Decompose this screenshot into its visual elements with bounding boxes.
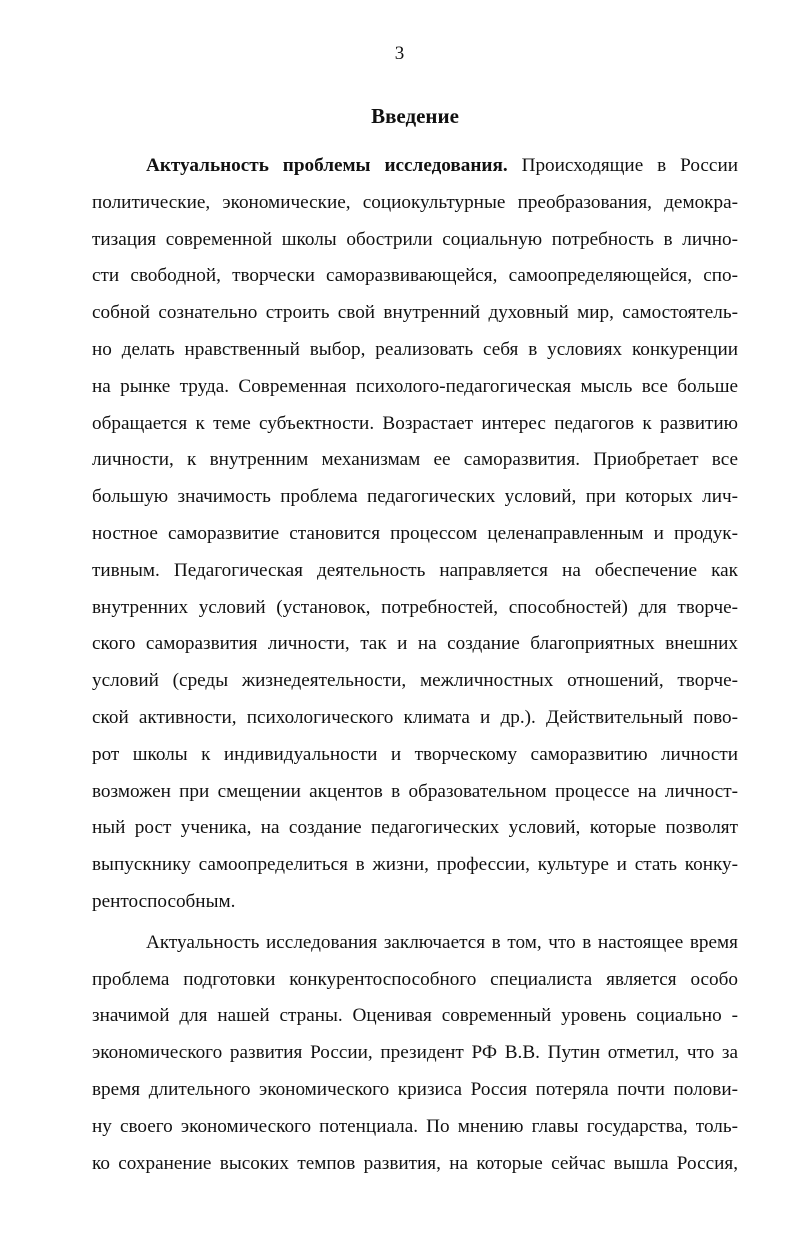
section-heading: Введение — [371, 104, 459, 128]
text-line: на рынке труда. Современная психолого-педагогическая мысль все больше — [92, 375, 738, 397]
text-line: возможен при смещении акцентов в образовательном процессе на личност- — [92, 780, 738, 802]
text-line: политические, экономические, социокультурные преобразования, демокра- — [92, 191, 738, 213]
body-text — [92, 148, 738, 1182]
text-line: ко сохранение высоких темпов развития, на которые сейчас вышла Россия, — [92, 1152, 738, 1174]
text-line: ный рост ученика, на создание педагогических условий, которые позволят — [92, 817, 738, 839]
text-line: ской активности, психологического климата и др.). Действительный пово- — [92, 706, 738, 728]
text-line: значимой для нашей страны. Оценивая современный уровень социально - — [92, 1005, 738, 1027]
text-line: ну своего экономического потенциала. По мнению главы государства, толь- — [92, 1115, 738, 1137]
page-number: 3 — [394, 43, 405, 64]
text-line: условий (среды жизнедеятельности, межличностных отношений, творче- — [92, 670, 738, 692]
text-line: время длительного экономического кризиса Россия потеряла почти полови- — [92, 1078, 738, 1100]
text-line: обращается к теме субъектности. Возрастает интерес педагогов к развитию — [92, 412, 738, 434]
text-line: тивным. Педагогическая деятельность направляется на обеспечение как — [92, 559, 738, 581]
lead-phrase: Актуальность проблемы исследования. — [146, 155, 508, 176]
text-line: ского саморазвития личности, так и на создание благоприятных внешних — [92, 633, 738, 655]
text-line: рот школы к индивидуальности и творческому саморазвитию личности — [92, 743, 738, 765]
text-line: тизация современной школы обострили социальную потребность в лично- — [92, 228, 738, 250]
text-line: рентоспособным. — [92, 890, 236, 912]
text-line: выпускнику самоопределиться в жизни, профессии, культуре и стать конку- — [92, 854, 738, 876]
text-line: большую значимость проблема педагогических условий, при которых лич- — [92, 486, 738, 508]
text-line: проблема подготовки конкурентоспособного специалиста является особо — [92, 968, 738, 990]
text-line — [92, 148, 738, 185]
text-line: личности, к внутренним механизмам ее саморазвития. Приобретает все — [92, 449, 738, 471]
text-line: экономического развития России, президент РФ В.В. Путин отметил, что за — [92, 1042, 738, 1064]
text-line: внутренних условий (установок, потребностей, способностей) для творче- — [92, 596, 738, 618]
text-line: ностное саморазвитие становится процессом целенаправленным и продук- — [92, 522, 738, 544]
text-line: собной сознательно строить свой внутренний духовный мир, самостоятель- — [92, 302, 738, 324]
text-segment: Происходящие в России — [507, 155, 738, 176]
text-line: но делать нравственный выбор, реализовать себя в условиях конкуренции — [92, 338, 738, 360]
text-line: сти свободной, творчески саморазвивающейся, самоопределяющейся, спо- — [92, 265, 738, 287]
text-line: Актуальность исследования заключается в том, что в настоящее время — [146, 931, 738, 953]
